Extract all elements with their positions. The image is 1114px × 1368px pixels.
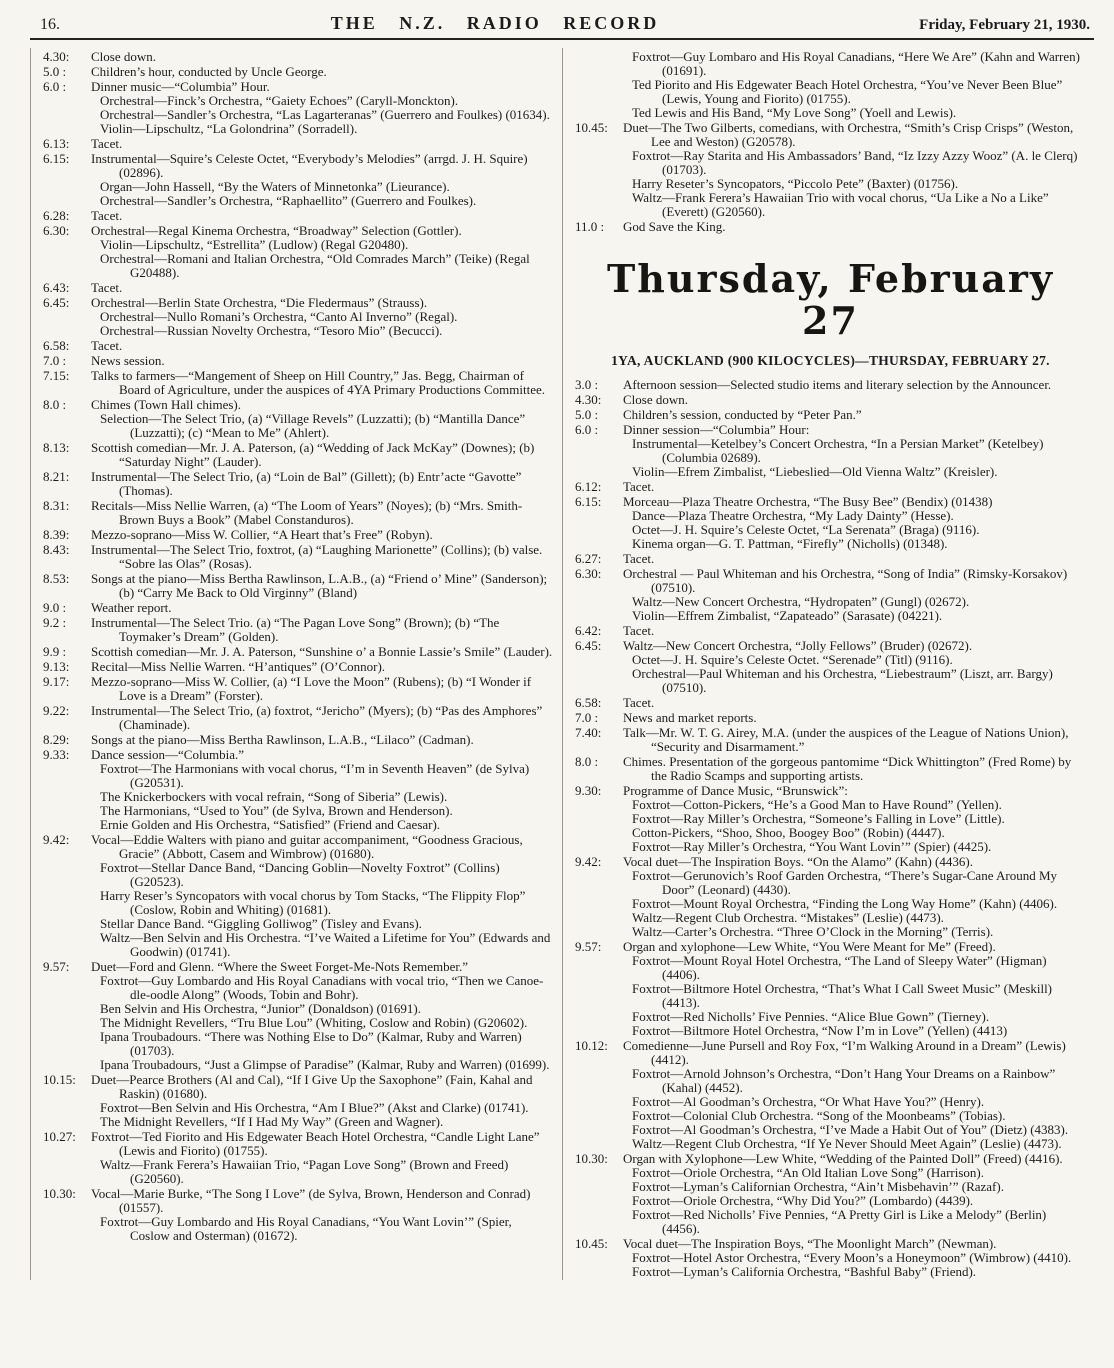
entry-body bbox=[623, 220, 1086, 234]
entry-time: 6.28: bbox=[43, 208, 70, 223]
programme-item: Talk—Mr. W. T. G. Airey, M.A. (under the auspices of the League of Nations Union), “Security and Disarmament.” bbox=[623, 725, 1069, 754]
programme-item: Foxtrot—Mount Royal Hotel Orchestra, “The Land of Sleepy Water” (Higman) (4406). bbox=[632, 953, 1047, 982]
entry-body bbox=[623, 726, 1086, 754]
entry-time: 6.15: bbox=[575, 494, 602, 509]
column-left bbox=[31, 48, 562, 1280]
schedule-entry bbox=[43, 660, 554, 674]
schedule-entry bbox=[43, 572, 554, 600]
entry-time: 9.33: bbox=[43, 747, 70, 762]
programme-item: Foxtrot—Biltmore Hotel Orchestra, “That’s What I Call Sweet Music” (Meskill) (4413). bbox=[632, 981, 1053, 1010]
programme-item: Organ and xylophone—Lew White, “You Were Meant for Me” (Freed). bbox=[623, 939, 996, 954]
schedule-entry bbox=[575, 50, 1086, 120]
entry-body bbox=[91, 470, 554, 498]
entry-time: 5.0 : bbox=[575, 407, 599, 422]
programme-item: Selection—The Select Trio, (a) “Village Revels” (Luzzatti); (b) “Mantilla Dance” (Luzzatti); (c) “Mean to Me” (Ahlert). bbox=[100, 411, 526, 440]
schedule-entry bbox=[43, 1130, 554, 1186]
entry-time: 6.13: bbox=[43, 136, 70, 151]
programme-item: Foxtrot—Red Nicholls’ Five Pennies, “A Pretty Girl is Like a Melody” (Berlin) (4456). bbox=[632, 1207, 1047, 1236]
entry-time: 9.22: bbox=[43, 703, 70, 718]
entry-body bbox=[91, 137, 554, 151]
programme-item: Songs at the piano—Miss Bertha Rawlinson, L.A.B., “Lilaco” (Cadman). bbox=[91, 732, 474, 747]
entry-body bbox=[623, 408, 1086, 422]
entry-body bbox=[623, 495, 1086, 551]
programme-item: Orchestral—Paul Whiteman and his Orchestra, “Liebestraum” (Liszt, arr. Bargy) (07510). bbox=[632, 666, 1053, 695]
programme-item: Foxtrot—Lyman’s California Orchestra, “Bashful Baby” (Friend). bbox=[632, 1264, 977, 1279]
schedule-entry bbox=[575, 784, 1086, 854]
programme-item: Instrumental—The Select Trio, (a) foxtrot, “Jericho” (Myers); (b) “Pas des Amphores” (Chaminade). bbox=[91, 703, 543, 732]
schedule-entry bbox=[43, 1187, 554, 1243]
entry-body bbox=[91, 398, 554, 440]
programme-item: Tacet. bbox=[623, 695, 655, 710]
programme-item: Waltz—New Concert Orchestra, “Hydropaten” (Gungl) (02672). bbox=[632, 594, 970, 609]
programme-item: Orchestral—Nullo Romani’s Orchestra, “Canto Al Inverno” (Regal). bbox=[100, 309, 458, 324]
programme-item: Octet—J. H. Squire’s Celeste Octet, “La Serenata” (Braga) (9116). bbox=[632, 522, 980, 537]
programme-item: Orchestral—Sandler’s Orchestra, “Las Lagarteranas” (Guerrero and Foulkes) (01634). bbox=[100, 107, 550, 122]
programme-item: Foxtrot—The Harmonians with vocal chorus, “I’m in Seventh Heaven” (de Sylva) (G20531). bbox=[100, 761, 530, 790]
schedule-entry bbox=[575, 855, 1086, 939]
entry-time: 8.39: bbox=[43, 527, 70, 542]
schedule-entry bbox=[43, 281, 554, 295]
friday-schedule bbox=[43, 50, 554, 1243]
schedule-entry bbox=[43, 528, 554, 542]
schedule-entry bbox=[575, 121, 1086, 219]
programme-item: Stellar Dance Band. “Giggling Golliwog” (Tisley and Evans). bbox=[100, 916, 422, 931]
entry-time: 8.0 : bbox=[575, 754, 599, 769]
schedule-entry bbox=[43, 960, 554, 1072]
programme-item: Foxtrot—Guy Lombardo and His Royal Canadians, “You Want Lovin’” (Spier, Coslow and Osterman) (01672). bbox=[100, 1214, 512, 1243]
programme-item: Duet—Ford and Glenn. “Where the Sweet Forget-Me-Nots Remember.” bbox=[91, 959, 469, 974]
programme-item: Waltz—Carter’s Orchestra. “Three O’Clock in the Morning” (Terris). bbox=[632, 924, 994, 939]
entry-body bbox=[623, 423, 1086, 479]
entry-time: 9.13: bbox=[43, 659, 70, 674]
schedule-entry bbox=[43, 339, 554, 353]
programme-item: Programme of Dance Music, “Brunswick”: bbox=[623, 783, 848, 798]
entry-body bbox=[623, 393, 1086, 407]
programme-item: Orchestral—Romani and Italian Orchestra, “Old Comrades March” (Teike) (Regal G20488). bbox=[100, 251, 530, 280]
entry-body bbox=[91, 960, 554, 1072]
entry-time: 9.57: bbox=[575, 939, 602, 954]
entry-time: 8.43: bbox=[43, 542, 70, 557]
friday-schedule-continued bbox=[575, 50, 1086, 234]
schedule-entry bbox=[575, 423, 1086, 479]
entry-body bbox=[91, 65, 554, 79]
programme-item: God Save the King. bbox=[623, 219, 726, 234]
entry-time: 10.30: bbox=[575, 1151, 608, 1166]
schedule-entry bbox=[575, 1039, 1086, 1151]
entry-body bbox=[623, 50, 1086, 120]
programme-item: Foxtrot—Ray Miller’s Orchestra, “Someone’s Falling in Love” (Little). bbox=[632, 811, 1005, 826]
programme-item: Violin—Effrem Zimbalist, “Zapateado” (Sarasate) (04221). bbox=[632, 608, 943, 623]
schedule-entry bbox=[43, 80, 554, 136]
schedule-entry bbox=[575, 624, 1086, 638]
programme-item: Dance session—“Columbia.” bbox=[91, 747, 245, 762]
programme-item: Talks to farmers—“Mangement of Sheep on Hill Country,” Jas. Begg, Chairman of Board of Agriculture, under the auspices of 4YA Primary Productions Committee. bbox=[91, 368, 546, 397]
thursday-section-heading: Thursday, February 27 bbox=[606, 256, 1055, 343]
programme-item: Foxtrot—Al Goodman’s Orchestra, “I’ve Made a Habit Out of You” (Dietz) (4383). bbox=[632, 1122, 1069, 1137]
entry-time: 10.15: bbox=[43, 1072, 76, 1087]
entry-time: 6.45: bbox=[43, 295, 70, 310]
entry-time: 6.58: bbox=[575, 695, 602, 710]
programme-item: Organ—John Hassell, “By the Waters of Minnetonka” (Lieurance). bbox=[100, 179, 450, 194]
programme-item: Orchestral—Sandler’s Orchestra, “Raphaellito” (Guerrero and Foulkes). bbox=[100, 193, 477, 208]
entry-body bbox=[623, 711, 1086, 725]
entry-body bbox=[91, 441, 554, 469]
entry-time: 7.40: bbox=[575, 725, 602, 740]
programme-item: Vocal—Marie Burke, “The Song I Love” (de Sylva, Brown, Henderson and Conrad) (01557). bbox=[91, 1186, 531, 1215]
programme-item: The Harmonians, “Used to You” (de Sylva, Brown and Henderson). bbox=[100, 803, 453, 818]
entry-body bbox=[623, 784, 1086, 854]
columns bbox=[30, 48, 1094, 1280]
entry-time: 11.0 : bbox=[575, 219, 605, 234]
entry-time: 4.30: bbox=[575, 392, 602, 407]
programme-item: Orchestral—Berlin State Orchestra, “Die Fledermaus” (Strauss). bbox=[91, 295, 428, 310]
programme-item: Comedienne—June Pursell and Roy Fox, “I’m Walking Around in a Dream” (Lewis) (4412). bbox=[623, 1038, 1066, 1067]
programme-item: Weather report. bbox=[91, 600, 172, 615]
entry-body bbox=[91, 369, 554, 397]
programme-item: Foxtrot—Cotton-Pickers, “He’s a Good Man to Have Round” (Yellen). bbox=[632, 797, 1002, 812]
programme-item: Violin—Lipschultz, “La Golondrina” (Sorradell). bbox=[100, 121, 358, 136]
programme-item: Foxtrot—Arnold Johnson’s Orchestra, “Don’t Hang Your Dreams on a Rainbow” (Kahal) (4452). bbox=[632, 1066, 1056, 1095]
programme-item: Mezzo-soprano—Miss W. Collier, (a) “I Love the Moon” (Rubens); (b) “I Wonder if Love is a Dream” (Forster). bbox=[91, 674, 532, 703]
schedule-entry bbox=[43, 209, 554, 223]
entry-body bbox=[623, 696, 1086, 710]
programme-item: Close down. bbox=[623, 392, 688, 407]
schedule-entry bbox=[43, 398, 554, 440]
programme-item: Foxtrot—Ben Selvin and His Orchestra, “Am I Blue?” (Akst and Clarke) (01741). bbox=[100, 1100, 529, 1115]
entry-body bbox=[91, 616, 554, 644]
programme-item: Foxtrot—Guy Lombaro and His Royal Canadians, “Here We Are” (Kahn and Warren) (01691). bbox=[632, 49, 1080, 78]
programme-item: Vocal—Eddie Walters with piano and guitar accompaniment, “Goodness Gracious, Gracie” (Abbott, Casem and Wimbrow) (01680). bbox=[91, 832, 523, 861]
schedule-entry bbox=[575, 567, 1086, 623]
programme-item: Orchestral—Regal Kinema Orchestra, “Broadway” Selection (Gottler). bbox=[91, 223, 462, 238]
programme-item: News session. bbox=[91, 353, 165, 368]
entry-time: 8.21: bbox=[43, 469, 70, 484]
programme-item: Waltz—Regent Club Orchestra, “If Ye Never Should Meet Again” (Leslie) (4473). bbox=[632, 1136, 1062, 1151]
schedule-entry bbox=[43, 137, 554, 151]
entry-time: 9.17: bbox=[43, 674, 70, 689]
entry-body bbox=[91, 601, 554, 615]
entry-body bbox=[91, 572, 554, 600]
entry-body bbox=[623, 552, 1086, 566]
entry-time: 8.31: bbox=[43, 498, 70, 513]
programme-item: Organ with Xylophone—Lew White, “Wedding of the Painted Doll” (Freed) (4416). bbox=[623, 1151, 1063, 1166]
entry-body bbox=[623, 567, 1086, 623]
entry-body bbox=[91, 499, 554, 527]
programme-item: Tacet. bbox=[91, 208, 123, 223]
schedule-entry bbox=[575, 1237, 1086, 1279]
programme-item: Children’s session, conducted by “Peter Pan.” bbox=[623, 407, 862, 422]
programme-item: Chimes. Presentation of the gorgeous pantomime “Dick Whittington” (Fred Rome) by the Radio Scamps and supporting artists. bbox=[623, 754, 1072, 783]
programme-item: Recitals—Miss Nellie Warren, (a) “The Loom of Years” (Noyes); (b) “Mrs. Smith-Brown Buys a Book” (Mabel Constanduros). bbox=[91, 498, 523, 527]
entry-time: 5.0 : bbox=[43, 64, 67, 79]
programme-item: Violin—Efrem Zimbalist, “Liebeslied—Old Vienna Waltz” (Kreisler). bbox=[632, 464, 998, 479]
programme-item: Foxtrot—Mount Royal Orchestra, “Finding the Long Way Home” (Kahn) (4406). bbox=[632, 896, 1058, 911]
programme-item: Foxtrot—Guy Lombardo and His Royal Canadians with vocal trio, “Then we Canoe-dle-oodle Along” (Woods, Tobin and Bohr). bbox=[100, 973, 544, 1002]
entry-time: 7.0 : bbox=[575, 710, 599, 725]
programme-item: Songs at the piano—Miss Bertha Rawlinson, L.A.B., (a) “Friend o’ Mine” (Sanderson); (b) “Carry Me Back to Old Virginny” (Bland) bbox=[91, 571, 548, 600]
programme-item: The Midnight Revellers, “If I Had My Way” (Green and Wagner). bbox=[100, 1114, 444, 1129]
programme-item: Chimes (Town Hall chimes). bbox=[91, 397, 242, 412]
programme-item: Scottish comedian—Mr. J. A. Paterson, “Sunshine o’ a Bonnie Lassie’s Smile” (Lauder). bbox=[91, 644, 553, 659]
entry-time: 6.58: bbox=[43, 338, 70, 353]
programme-item: Foxtrot—Ray Starita and His Ambassadors’ Band, “Iz Izzy Azzy Wooz” (A. le Clerq) (01703). bbox=[632, 148, 1078, 177]
entry-body bbox=[623, 855, 1086, 939]
issue-date: Friday, February 21, 1930. bbox=[919, 17, 1090, 33]
entry-body bbox=[91, 209, 554, 223]
programme-item: Orchestral—Russian Novelty Orchestra, “Tesoro Mio” (Becucci). bbox=[100, 323, 443, 338]
schedule-entry bbox=[575, 495, 1086, 551]
schedule-entry bbox=[43, 601, 554, 615]
entry-time: 6.27: bbox=[575, 551, 602, 566]
entry-body bbox=[91, 152, 554, 208]
entry-time: 9.9 : bbox=[43, 644, 67, 659]
programme-item: Afternoon session—Selected studio items and literary selection by the Announcer. bbox=[623, 377, 1052, 392]
entry-body bbox=[91, 645, 554, 659]
schedule-entry bbox=[43, 470, 554, 498]
entry-time: 9.42: bbox=[575, 854, 602, 869]
entry-body bbox=[91, 528, 554, 542]
entry-time: 6.12: bbox=[575, 479, 602, 494]
programme-item: Waltz—Ben Selvin and His Orchestra. “I’ve Waited a Lifetime for You” (Edwards and Goodwin) (01741). bbox=[100, 930, 551, 959]
schedule-entry bbox=[575, 755, 1086, 783]
schedule-entry bbox=[43, 675, 554, 703]
schedule-entry bbox=[575, 480, 1086, 494]
programme-item: Ted Piorito and His Edgewater Beach Hotel Orchestra, “You’ve Never Been Blue” (Lewis, Young and Fiorito) (01755). bbox=[632, 77, 1063, 106]
programme-item: Instrumental—Ketelbey’s Concert Orchestra, “In a Persian Market” (Ketelbey) (Columbia 02689). bbox=[632, 436, 1044, 465]
programme-item: Waltz—New Concert Orchestra, “Jolly Fellows” (Bruder) (02672). bbox=[623, 638, 973, 653]
schedule-entry bbox=[43, 543, 554, 571]
schedule-entry bbox=[575, 220, 1086, 234]
entry-body bbox=[91, 833, 554, 959]
entry-time: 6.43: bbox=[43, 280, 70, 295]
schedule-entry bbox=[575, 726, 1086, 754]
programme-item: Orchestral—Finck’s Orchestra, “Gaiety Echoes” (Caryll-Monckton). bbox=[100, 93, 459, 108]
schedule-entry bbox=[43, 1073, 554, 1129]
programme-item: Tacet. bbox=[91, 280, 123, 295]
schedule-entry bbox=[575, 1152, 1086, 1236]
entry-body bbox=[91, 1130, 554, 1186]
schedule-entry bbox=[43, 441, 554, 469]
entry-time: 6.15: bbox=[43, 151, 70, 166]
entry-time: 10.45: bbox=[575, 1236, 608, 1251]
programme-item: Ernie Golden and His Orchestra, “Satisfied” (Friend and Caesar). bbox=[100, 817, 441, 832]
programme-item: Scottish comedian—Mr. J. A. Paterson, (a) “Wedding of Jack McKay” (Downes); (b) “Saturday Night” (Lauder). bbox=[91, 440, 535, 469]
programme-item: Close down. bbox=[91, 49, 156, 64]
entry-time: 8.29: bbox=[43, 732, 70, 747]
entry-body bbox=[623, 480, 1086, 494]
schedule-entry bbox=[575, 940, 1086, 1038]
entry-time: 7.15: bbox=[43, 368, 70, 383]
entry-time: 10.12: bbox=[575, 1038, 608, 1053]
entry-time: 9.0 : bbox=[43, 600, 67, 615]
schedule-entry bbox=[43, 733, 554, 747]
programme-item: Foxtrot—Colonial Club Orchestra. “Song of the Moonbeams” (Tobias). bbox=[632, 1108, 1006, 1123]
programme-item: Duet—The Two Gilberts, comedians, with Orchestra, “Smith’s Crisp Crisps” (Weston, Lee and Weston) (G20578). bbox=[623, 120, 1074, 149]
column-right bbox=[563, 48, 1094, 1280]
programme-item: Ben Selvin and His Orchestra, “Junior” (Donaldson) (01691). bbox=[100, 1001, 421, 1016]
schedule-entry bbox=[43, 50, 554, 64]
entry-time bbox=[575, 50, 623, 120]
programme-item: Waltz—Frank Ferera’s Hawaiian Trio with vocal chorus, “Ua Like a No a Like” (Everett) (G20560). bbox=[632, 190, 1049, 219]
schedule-entry bbox=[575, 393, 1086, 407]
programme-item: Kinema organ—G. T. Pattman, “Firefly” (Nicholls) (01348). bbox=[632, 536, 948, 551]
schedule-entry bbox=[575, 711, 1086, 725]
entry-body bbox=[91, 1187, 554, 1243]
entry-body bbox=[91, 354, 554, 368]
programme-item: Instrumental—The Select Trio, foxtrot, (a) “Laughing Marionette” (Collins); (b) valse. “Sobre las Olas” (Rosas). bbox=[91, 542, 543, 571]
entry-time: 6.30: bbox=[575, 566, 602, 581]
schedule-entry bbox=[43, 296, 554, 338]
schedule-entry bbox=[43, 65, 554, 79]
programme-item: Foxtrot—Oriole Orchestra, “An Old Italian Love Song” (Harrison). bbox=[632, 1165, 984, 1180]
entry-time: 9.57: bbox=[43, 959, 70, 974]
programme-item: Orchestral — Paul Whiteman and his Orchestra, “Song of India” (Rimsky-Korsakov) (07510). bbox=[623, 566, 1068, 595]
schedule-entry bbox=[43, 354, 554, 368]
entry-body bbox=[623, 639, 1086, 695]
entry-body bbox=[91, 224, 554, 280]
programme-item: Instrumental—The Select Trio. (a) “The Pagan Love Song” (Brown); (b) “The Toymaker’s Dream” (Golden). bbox=[91, 615, 500, 644]
entry-time: 10.45: bbox=[575, 120, 608, 135]
programme-item: Dinner music—“Columbia” Hour. bbox=[91, 79, 270, 94]
schedule-entry bbox=[43, 833, 554, 959]
entry-time: 6.0 : bbox=[575, 422, 599, 437]
entry-body bbox=[623, 940, 1086, 1038]
programme-item: News and market reports. bbox=[623, 710, 757, 725]
entry-body bbox=[91, 543, 554, 571]
programme-item: The Midnight Revellers, “Tru Blue Lou” (Whiting, Coslow and Robin) (G20602). bbox=[100, 1015, 528, 1030]
entry-time: 8.53: bbox=[43, 571, 70, 586]
entry-body bbox=[91, 296, 554, 338]
entry-time: 9.2 : bbox=[43, 615, 67, 630]
schedule-entry bbox=[43, 748, 554, 832]
entry-body bbox=[91, 281, 554, 295]
schedule-entry bbox=[575, 378, 1086, 392]
entry-time: 6.0 : bbox=[43, 79, 67, 94]
entry-body bbox=[91, 80, 554, 136]
entry-body bbox=[623, 1237, 1086, 1279]
schedule-entry bbox=[575, 408, 1086, 422]
entry-time: 10.27: bbox=[43, 1129, 76, 1144]
programme-item: Waltz—Regent Club Orchestra. “Mistakes” (Leslie) (4473). bbox=[632, 910, 944, 925]
entry-time: 9.42: bbox=[43, 832, 70, 847]
entry-time: 4.30: bbox=[43, 49, 70, 64]
masthead-title: THE N.Z. RADIO RECORD bbox=[330, 13, 660, 33]
schedule-entry bbox=[43, 616, 554, 644]
schedule-entry bbox=[43, 645, 554, 659]
programme-item: Duet—Pearce Brothers (Al and Cal), “If I Give Up the Saxophone” (Fain, Kahal and Raskin) (01680). bbox=[91, 1072, 533, 1101]
programme-item: Foxtrot—Gerunovich’s Roof Garden Orchestra, “There’s Sugar-Cane Around My Door” (Leonard) (4430). bbox=[632, 868, 1058, 897]
programme-item: Foxtrot—Lyman’s Californian Orchestra, “Ain’t Misbehavin’” (Razaf). bbox=[632, 1179, 1004, 1194]
programme-item: Foxtrot—Hotel Astor Orchestra, “Every Moon’s a Honeymoon” (Wimbrow) (4410). bbox=[632, 1250, 1072, 1265]
entry-body bbox=[623, 378, 1086, 392]
entry-body bbox=[91, 704, 554, 732]
entry-body bbox=[623, 624, 1086, 638]
schedule-entry bbox=[575, 552, 1086, 566]
programme-item: Cotton-Pickers, “Shoo, Shoo, Boogey Boo” (Robin) (4447). bbox=[632, 825, 945, 840]
thursday-schedule bbox=[575, 378, 1086, 1279]
schedule-entry bbox=[575, 639, 1086, 695]
entry-body bbox=[91, 748, 554, 832]
entry-body bbox=[623, 121, 1086, 219]
programme-item: Mezzo-soprano—Miss W. Collier, “A Heart that’s Free” (Robyn). bbox=[91, 527, 433, 542]
page-header bbox=[30, 10, 1094, 40]
programme-item: Dance—Plaza Theatre Orchestra, “My Lady Dainty” (Hesse). bbox=[632, 508, 954, 523]
programme-item: Harry Reseter’s Syncopators, “Piccolo Pete” (Baxter) (01756). bbox=[632, 176, 959, 191]
programme-item: Tacet. bbox=[623, 623, 655, 638]
programme-item: Tacet. bbox=[623, 479, 655, 494]
entry-time: 7.0 : bbox=[43, 353, 67, 368]
programme-item: Morceau—Plaza Theatre Orchestra, “The Busy Bee” (Bendix) (01438) bbox=[623, 494, 993, 509]
programme-item: Instrumental—The Select Trio, (a) “Loin de Bal” (Gillett); (b) Entr’acte “Gavotte” (Thomas). bbox=[91, 469, 522, 498]
entry-time: 6.42: bbox=[575, 623, 602, 638]
entry-time: 8.0 : bbox=[43, 397, 67, 412]
programme-item: Violin—Lipschultz, “Estrellita” (Ludlow) (Regal G20480). bbox=[100, 237, 409, 252]
programme-item: Recital—Miss Nellie Warren. “H’antiques” (O’Connor). bbox=[91, 659, 386, 674]
programme-item: Ipana Troubadours, “Just a Glimpse of Paradise” (Kalmar, Ruby and Warren) (01699). bbox=[100, 1057, 550, 1072]
entry-time: 3.0 : bbox=[575, 377, 599, 392]
entry-time: 8.13: bbox=[43, 440, 70, 455]
entry-body bbox=[91, 675, 554, 703]
station-heading: 1YA, AUCKLAND (900 KILOCYCLES)—THURSDAY, FEBRUARY 27. bbox=[611, 353, 1050, 368]
entry-body bbox=[91, 339, 554, 353]
programme-item: Foxtrot—Oriole Orchestra, “Why Did You?” (Lombardo) (4439). bbox=[632, 1193, 974, 1208]
programme-item: Foxtrot—Al Goodman’s Orchestra, “Or What Have You?” (Henry). bbox=[632, 1094, 985, 1109]
schedule-entry bbox=[575, 696, 1086, 710]
programme-item: The Knickerbockers with vocal refrain, “Song of Siberia” (Lewis). bbox=[100, 789, 448, 804]
entry-body bbox=[91, 733, 554, 747]
programme-item: Octet—J. H. Squire’s Celeste Octet. “Serenade” (Titl) (9116). bbox=[632, 652, 953, 667]
entry-body bbox=[91, 660, 554, 674]
schedule-entry bbox=[43, 499, 554, 527]
programme-item: Ipana Troubadours. “There was Nothing Else to Do” (Kalmar, Ruby and Warren) (01703). bbox=[100, 1029, 522, 1058]
entry-body bbox=[623, 755, 1086, 783]
entry-body bbox=[91, 1073, 554, 1129]
page-number: 16. bbox=[40, 16, 60, 33]
programme-item: Vocal duet—The Inspiration Boys. “On the Alamo” (Kahn) (4436). bbox=[623, 854, 973, 869]
programme-item: Foxtrot—Red Nicholls’ Five Pennies. “Alice Blue Gown” (Tierney). bbox=[632, 1009, 990, 1024]
programme-item: Waltz—Frank Ferera’s Hawaiian Trio, “Pagan Love Song” (Brown and Freed) (G20560). bbox=[100, 1157, 509, 1186]
schedule-entry bbox=[43, 704, 554, 732]
programme-item: Dinner session—“Columbia” Hour: bbox=[623, 422, 810, 437]
programme-item: Vocal duet—The Inspiration Boys, “The Moonlight March” (Newman). bbox=[623, 1236, 997, 1251]
programme-item: Harry Reser’s Syncopators with vocal chorus by Tom Stacks, “The Flippity Flop” (Coslow, Robin and Whiting) (01681). bbox=[100, 888, 526, 917]
schedule-entry bbox=[43, 369, 554, 397]
entry-time: 10.30: bbox=[43, 1186, 76, 1201]
entry-time: 9.30: bbox=[575, 783, 602, 798]
programme-item: Foxtrot—Ray Miller’s Orchestra, “You Want Lovin’” (Spier) (4425). bbox=[632, 839, 992, 854]
programme-item: Tacet. bbox=[91, 338, 123, 353]
programme-item: Foxtrot—Biltmore Hotel Orchestra, “Now I’m in Love” (Yellen) (4413) bbox=[632, 1023, 1008, 1038]
programme-item: Foxtrot—Stellar Dance Band, “Dancing Goblin—Novelty Foxtrot” (Collins) (G20523). bbox=[100, 860, 500, 889]
programme-item: Instrumental—Squire’s Celeste Octet, “Everybody’s Melodies” (arrgd. J. H. Squire) (02896). bbox=[91, 151, 528, 180]
entry-body bbox=[91, 50, 554, 64]
programme-item: Foxtrot—Ted Fiorito and His Edgewater Beach Hotel Orchestra, “Candle Light Lane” (Lewis and Fiorito) (01755). bbox=[91, 1129, 540, 1158]
entry-body bbox=[623, 1039, 1086, 1151]
entry-time: 6.30: bbox=[43, 223, 70, 238]
programme-item: Tacet. bbox=[623, 551, 655, 566]
programme-item: Ted Lewis and His Band, “My Love Song” (Yoell and Lewis). bbox=[632, 105, 957, 120]
programme-item: Children’s hour, conducted by Uncle George. bbox=[91, 64, 327, 79]
schedule-entry bbox=[43, 152, 554, 208]
entry-body bbox=[623, 1152, 1086, 1236]
entry-time: 6.45: bbox=[575, 638, 602, 653]
schedule-entry bbox=[43, 224, 554, 280]
programme-item: Tacet. bbox=[91, 136, 123, 151]
